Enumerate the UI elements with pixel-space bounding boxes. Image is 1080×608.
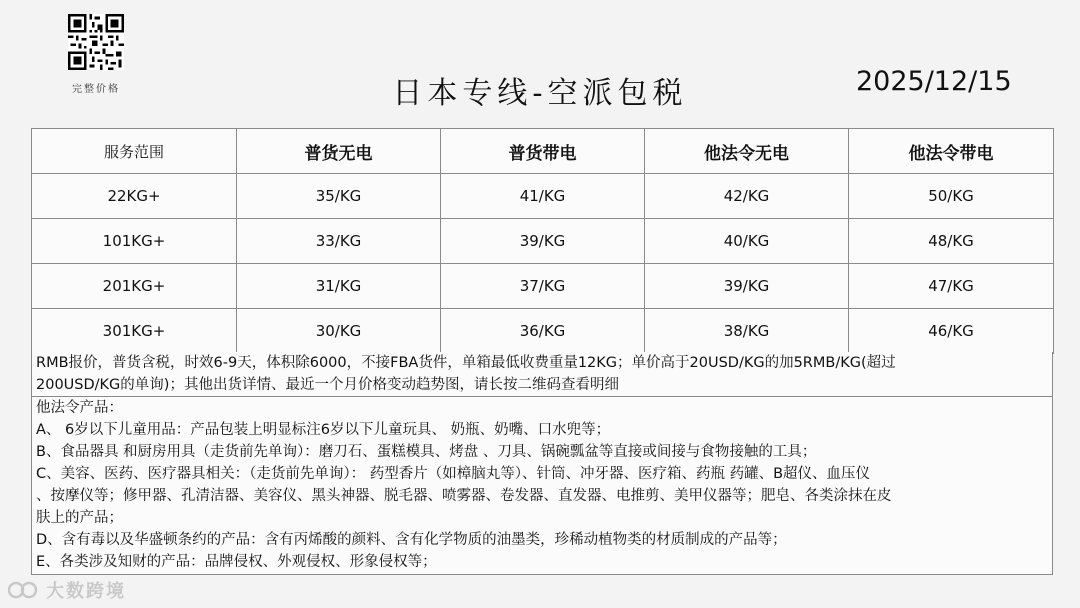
column-header-service-range: 服务范围	[32, 129, 237, 174]
table-row	[32, 264, 1054, 309]
weight-tier-cell: 22KG+	[32, 174, 237, 219]
page-title: 日本专线-空派包税	[392, 76, 688, 111]
brand-logo-icon	[8, 579, 42, 601]
price-cell: 46/KG	[849, 309, 1054, 354]
pricing-note-line: 200USD/KG的单询)；其他出货详情、最近一个月价格变动趋势图，请长按二维码查看明细	[36, 377, 619, 393]
price-cell: 33/KG	[237, 219, 441, 264]
price-cell: 39/KG	[441, 219, 645, 264]
price-cell: 36/KG	[441, 309, 645, 354]
table-header-row	[32, 129, 1054, 174]
restricted-item-d: D、含有毒以及华盛顿条约的产品：含有丙烯酸的颜料、含有化学物质的油墨类，珍稀动植物类的材质制成的产品等；	[36, 532, 787, 548]
restricted-products-notes	[32, 397, 1052, 573]
table-row	[32, 219, 1054, 264]
weight-tier-cell: 101KG+	[32, 219, 237, 264]
price-cell: 50/KG	[849, 174, 1054, 219]
watermark-logo	[8, 576, 126, 604]
price-cell: 37/KG	[441, 264, 645, 309]
page-date: 2025/12/15	[856, 66, 1012, 97]
restricted-item-c-cont: 肤上的产品；	[36, 510, 123, 526]
watermark-text: 大数跨境	[46, 581, 126, 602]
table-row	[32, 309, 1054, 354]
restricted-heading: 他法令产品：	[36, 400, 123, 416]
restricted-item-e: E、各类涉及知财的产品：品牌侵权、外观侵权、形象侵权等；	[36, 554, 437, 570]
pricing-note-line: RMB报价，普货含税，时效6-9天，体积除6000，不接FBA货件，单箱最低收费重量12KG；单价高于20USD/KG的加5RMB/KG(超过	[36, 355, 896, 371]
table-row	[32, 174, 1054, 219]
notes-section	[31, 352, 1053, 575]
price-cell: 42/KG	[645, 174, 849, 219]
price-cell: 41/KG	[441, 174, 645, 219]
column-header-general-no-battery: 普货无电	[237, 129, 441, 174]
qr-caption: 完整价格	[72, 84, 120, 95]
price-cell: 40/KG	[645, 219, 849, 264]
restricted-item-c-cont: 、按摩仪等；修甲器、孔清洁器、美容仪、黑头神器、脱毛器、喷雾器、卷发器、直发器、电推剪、美甲仪器等；肥皂、各类涂抹在皮	[36, 488, 892, 504]
qr-code[interactable]	[68, 14, 124, 70]
price-cell: 38/KG	[645, 309, 849, 354]
restricted-item-a: A、 6岁以下儿童用品：产品包装上明显标注6岁以下儿童玩具、 奶瓶、奶嘴、口水兜等；	[36, 422, 611, 438]
column-header-general-with-battery: 普货带电	[441, 129, 645, 174]
rate-table	[31, 128, 1054, 354]
price-cell: 48/KG	[849, 219, 1054, 264]
restricted-item-c: C、美容、医药、医疗器具相关：（走货前先单询）： 药型香片（如樟脑丸等）、针筒、冲牙器、医疗箱、药瓶 药罐、B超仪、血压仪	[36, 466, 871, 482]
price-cell: 39/KG	[645, 264, 849, 309]
restricted-item-b: B、食品器具 和厨房用具（走货前先单询）：磨刀石、蛋糕模具、烤盘 、刀具、锅碗瓢盆等直接或间接与食物接触的工具；	[36, 444, 817, 460]
price-cell: 31/KG	[237, 264, 441, 309]
column-header-regulated-with-battery: 他法令带电	[849, 129, 1054, 174]
price-cell: 47/KG	[849, 264, 1054, 309]
price-cell: 35/KG	[237, 174, 441, 219]
column-header-regulated-no-battery: 他法令无电	[645, 129, 849, 174]
weight-tier-cell: 301KG+	[32, 309, 237, 354]
weight-tier-cell: 201KG+	[32, 264, 237, 309]
price-cell: 30/KG	[237, 309, 441, 354]
pricing-notes	[32, 352, 1052, 397]
